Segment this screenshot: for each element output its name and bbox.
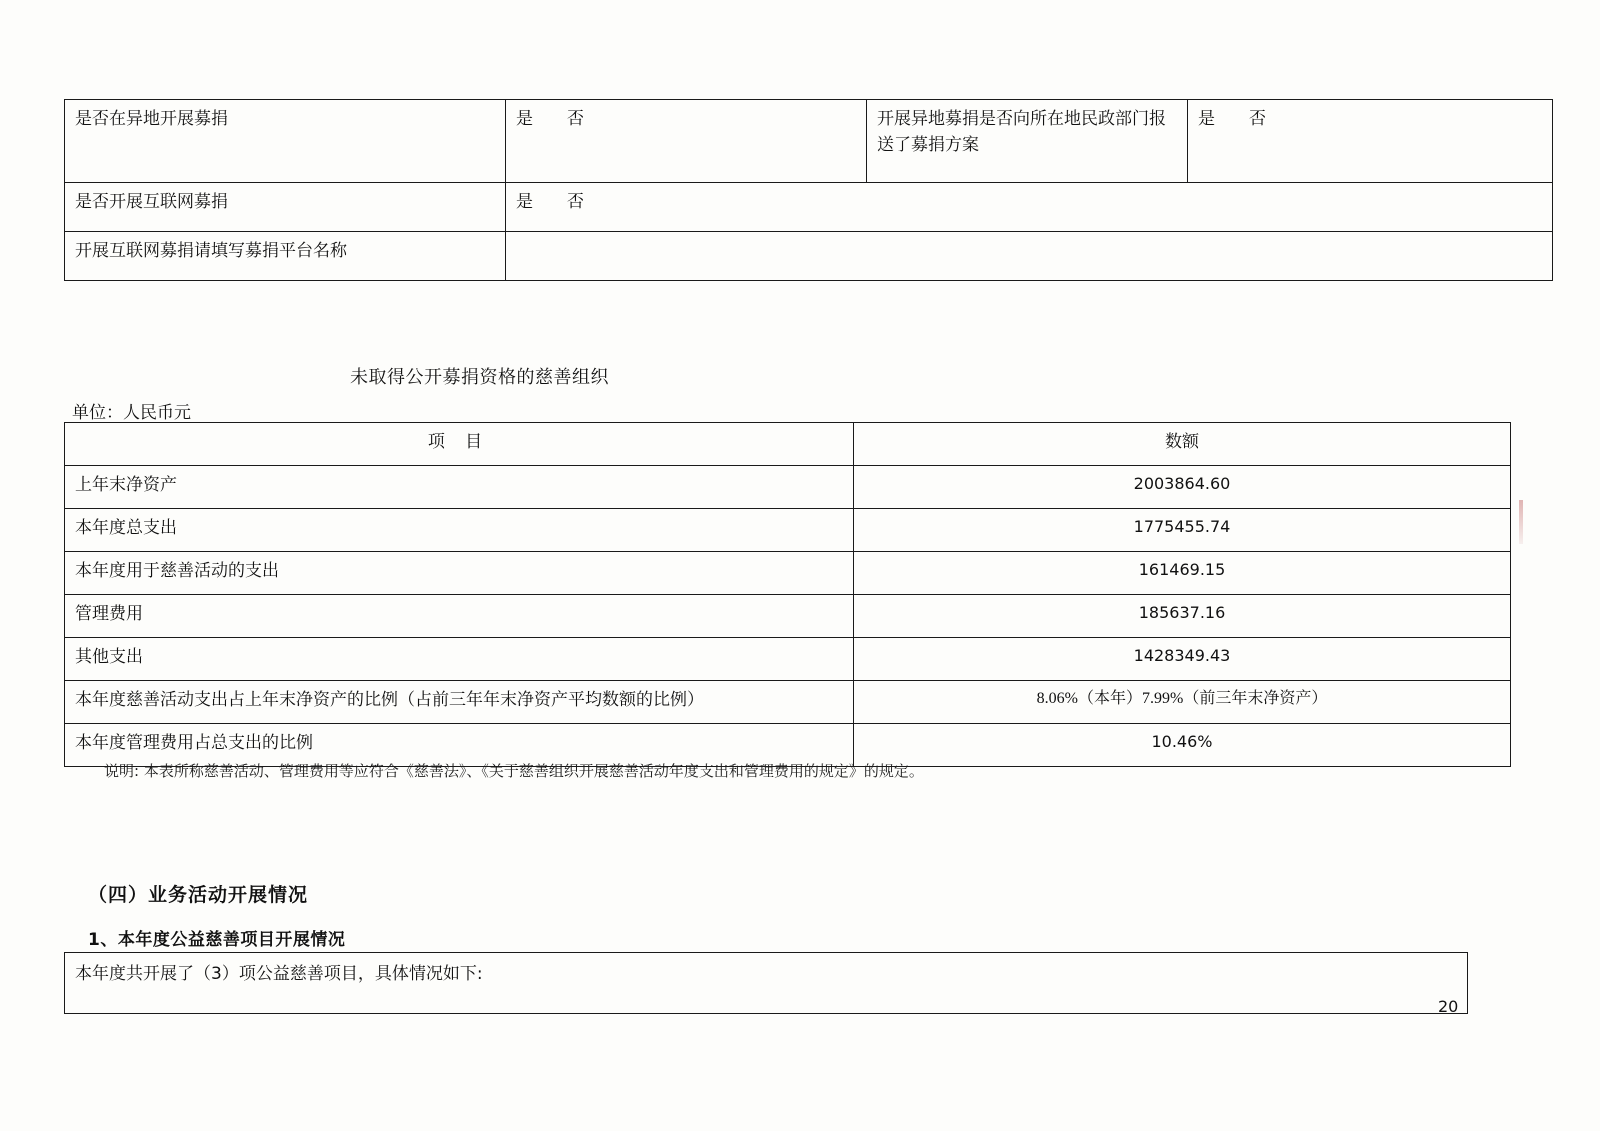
finance-item-amount: 1428349.43: [854, 638, 1511, 681]
table-row: [65, 183, 1553, 232]
finance-item-label: 管理费用: [65, 595, 854, 638]
finance-item-amount: 10.46%: [854, 724, 1511, 767]
fundraising-table: [64, 99, 1553, 281]
finance-item-amount: 161469.15: [854, 552, 1511, 595]
finance-table-note: 说明: 本表所称慈善活动、管理费用等应符合《慈善法》、《关于慈善组织开展慈善活动年度支出和管理费用的规定》的规定。: [104, 762, 924, 780]
column-header-item: 项 目: [65, 423, 854, 466]
table-row: [65, 595, 1511, 638]
finance-item-amount: 185637.16: [854, 595, 1511, 638]
finance-table-caption: 未取得公开募捐资格的慈善组织: [350, 367, 609, 387]
option-no[interactable]: 否: [567, 109, 584, 128]
project-summary-table: [64, 952, 1468, 1014]
finance-item-amount: 2003864.60: [854, 466, 1511, 509]
table-row: [65, 466, 1511, 509]
column-header-amount: 数额: [854, 423, 1511, 466]
fundraising-label-plan-filed: 开展异地募捐是否向所在地民政部门报送了募捐方案: [867, 100, 1188, 183]
finance-item-label: 本年度慈善活动支出占上年末净资产的比例（占前三年年末净资产平均数额的比例）: [65, 681, 854, 724]
finance-item-amount: 1775455.74: [854, 509, 1511, 552]
option-yes[interactable]: 是: [1198, 109, 1215, 128]
section-heading: （四）业务活动开展情况: [88, 884, 309, 906]
table-row: [65, 100, 1553, 183]
scan-artifact: [1519, 500, 1523, 544]
fundraising-label-platform: 开展互联网募捐请填写募捐平台名称: [65, 232, 506, 281]
option-yes[interactable]: 是: [516, 109, 533, 128]
finance-item-label: 本年度管理费用占总支出的比例: [65, 724, 854, 767]
fundraising-answer-remote: [506, 100, 867, 183]
finance-item-amount: 8.06%（本年）7.99%（前三年末净资产）: [854, 681, 1511, 724]
table-row: [65, 232, 1553, 281]
table-header-row: [65, 423, 1511, 466]
option-no[interactable]: 否: [1249, 109, 1266, 128]
fundraising-answer-internet: [506, 183, 1553, 232]
finance-item-label: 上年末净资产: [65, 466, 854, 509]
fundraising-value-platform[interactable]: [506, 232, 1553, 281]
fundraising-answer-plan-filed: [1188, 100, 1553, 183]
page-number: 20: [1438, 997, 1459, 1016]
finance-table: [64, 422, 1511, 767]
option-no[interactable]: 否: [567, 192, 584, 211]
finance-item-label: 本年度用于慈善活动的支出: [65, 552, 854, 595]
fundraising-label-remote: 是否在异地开展募捐: [65, 100, 506, 183]
finance-item-label: 本年度总支出: [65, 509, 854, 552]
finance-unit-label: 单位：人民币元: [72, 403, 191, 422]
table-row: [65, 638, 1511, 681]
fundraising-label-internet: 是否开展互联网募捐: [65, 183, 506, 232]
finance-item-label: 其他支出: [65, 638, 854, 681]
table-row: [65, 552, 1511, 595]
project-summary-text: 本年度共开展了（3）项公益慈善项目，具体情况如下:: [65, 953, 1468, 1014]
table-row: [65, 681, 1511, 724]
option-yes[interactable]: 是: [516, 192, 533, 211]
subsection-heading: 1、本年度公益慈善项目开展情况: [88, 930, 346, 950]
table-row: [65, 509, 1511, 552]
table-row: [65, 953, 1468, 1014]
